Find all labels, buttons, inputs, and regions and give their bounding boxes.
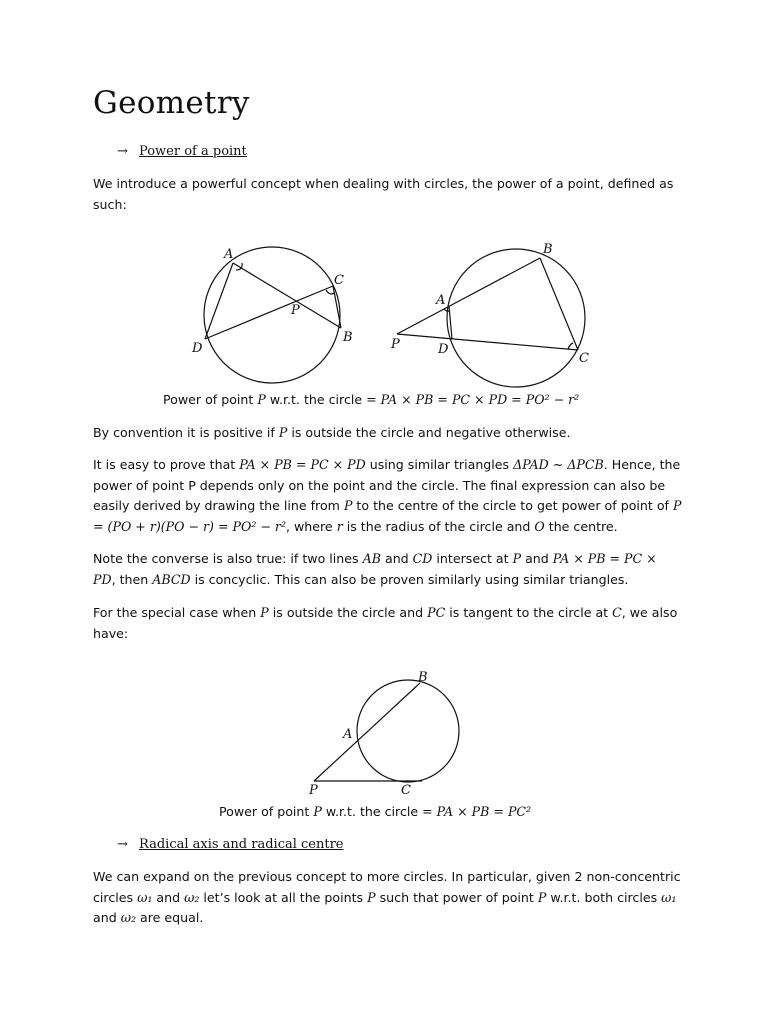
label-A: A (343, 727, 353, 742)
text-run: to the centre of the circle to get power of point of (352, 498, 673, 513)
text-run: Power of point (219, 804, 314, 819)
circle (357, 680, 459, 782)
text-run: w.r.t. both circles (546, 889, 662, 905)
label-P: P (291, 303, 300, 318)
math-expression: P (537, 889, 547, 905)
chord-CD (205, 286, 333, 339)
paragraph-convention (93, 423, 683, 444)
section-label: Power of a point (139, 144, 247, 159)
section-heading-radical-axis (117, 837, 344, 852)
secant-PB (314, 683, 420, 781)
math-expression: AB (362, 551, 381, 566)
caption-tangent-case (219, 804, 531, 819)
paragraph-radical (93, 867, 683, 929)
label-B: B (418, 670, 428, 685)
text-run: For the special case when (93, 605, 261, 620)
math-expression: r (336, 518, 343, 534)
math-expression: P (367, 889, 376, 905)
math-expression: ω₂ (184, 889, 200, 905)
arrow-icon: → (117, 837, 128, 852)
text-run: , then (111, 571, 153, 587)
math-expression: P (313, 804, 322, 819)
secant-PC (397, 334, 578, 350)
label-C: C (334, 273, 344, 288)
math-expression: ω₁ (137, 889, 153, 905)
math-expression: ω₁ (661, 889, 677, 905)
text-run: Power of point (163, 392, 258, 407)
paragraph-special-case (93, 603, 683, 644)
figure-tangent (308, 670, 459, 798)
math-expression: P (257, 392, 266, 407)
label-D: D (438, 342, 449, 357)
math-expression: CD (412, 551, 433, 566)
page-title: Geometry (93, 85, 250, 121)
math-expression: C (612, 605, 622, 620)
text-run: , where (286, 518, 337, 534)
text-run: is outside the circle and (268, 605, 428, 620)
text-run: is tangent to the circle at (445, 605, 613, 620)
math-expression: PC (427, 605, 446, 620)
text-run: It is easy to prove that (93, 457, 240, 472)
arrow-icon: → (117, 144, 128, 159)
math-expression: PA × PB = PC × (552, 551, 657, 566)
text-run: We can expand on the previous concept to more circles. In particular, given 2 non-concentric circles (93, 869, 681, 905)
math-expression: PD (93, 571, 112, 587)
text-run: is concyclic. This can also be proven similarly using similar triangles. (190, 571, 629, 587)
text-run: are equal. (136, 910, 204, 925)
text-run: w.r.t. the circle (265, 392, 367, 407)
secant-PB (397, 258, 540, 334)
label-B: B (343, 330, 353, 345)
text-run: such that power of point (375, 889, 538, 905)
section-label: Radical axis and radical centre (139, 837, 344, 852)
label-A: A (436, 293, 446, 308)
figure-secants (390, 242, 589, 387)
text-run: , we also have: (93, 605, 678, 641)
label-B: B (543, 242, 553, 257)
label-C: C (579, 351, 589, 366)
label-C: C (401, 783, 411, 798)
text-run: and (521, 551, 553, 566)
math-expression: P (512, 551, 522, 566)
math-expression: P = (PO + r)(PO − r) = PO² − r² (93, 498, 682, 534)
text-run: and (152, 889, 185, 905)
angle-mark-C (326, 290, 334, 294)
angle-mark-C (568, 343, 573, 349)
math-expression: P (343, 498, 353, 513)
segment-AD (205, 263, 233, 339)
label-A: A (224, 247, 234, 262)
segment-BC (540, 258, 578, 350)
paragraph-intro: We introduce a powerful concept when dealing with circles, the power of a point, defined as such: (93, 176, 674, 212)
math-expression: ABCD (152, 571, 191, 587)
caption-power-of-point (163, 392, 579, 407)
text-run: intersect at (432, 551, 513, 566)
text-run: w.r.t. the circle (321, 804, 423, 819)
paragraph-proof (93, 455, 683, 537)
text-run: Note the converse is also true: if two lines (93, 551, 363, 566)
text-run: the centre. (544, 518, 618, 534)
paragraph-converse (93, 549, 683, 590)
text-run: . Hence, the power of point P depends only on the point and the circle. The final expression can also be easily derived by drawing the line from (93, 457, 681, 513)
math-expression: O (534, 518, 545, 534)
math-expression: P (278, 425, 288, 440)
math-expression: ω₂ (120, 910, 137, 925)
math-expression: P (260, 605, 269, 620)
figure-intersecting-chords (191, 247, 353, 383)
label-D: D (192, 341, 203, 356)
label-P: P (309, 783, 318, 798)
math-expression: ΔPAD ~ ΔPCB (513, 457, 604, 472)
text-run: is outside the circle and negative otherwise. (287, 425, 571, 440)
text-run: let’s look at all the points (199, 889, 368, 905)
text-run: using similar triangles (365, 457, 514, 472)
math-expression: = PA × PB = PC² (422, 804, 532, 819)
text-run: and (93, 910, 121, 925)
text-run: is the radius of the circle and (342, 518, 535, 534)
label-P: P (391, 337, 400, 352)
math-expression: = PA × PB = PC × PD = PO² − r² (366, 392, 580, 407)
math-expression: PA × PB = PC × PD (239, 457, 366, 472)
text-run: and (380, 551, 413, 566)
text-run: By convention it is positive if (93, 425, 279, 440)
